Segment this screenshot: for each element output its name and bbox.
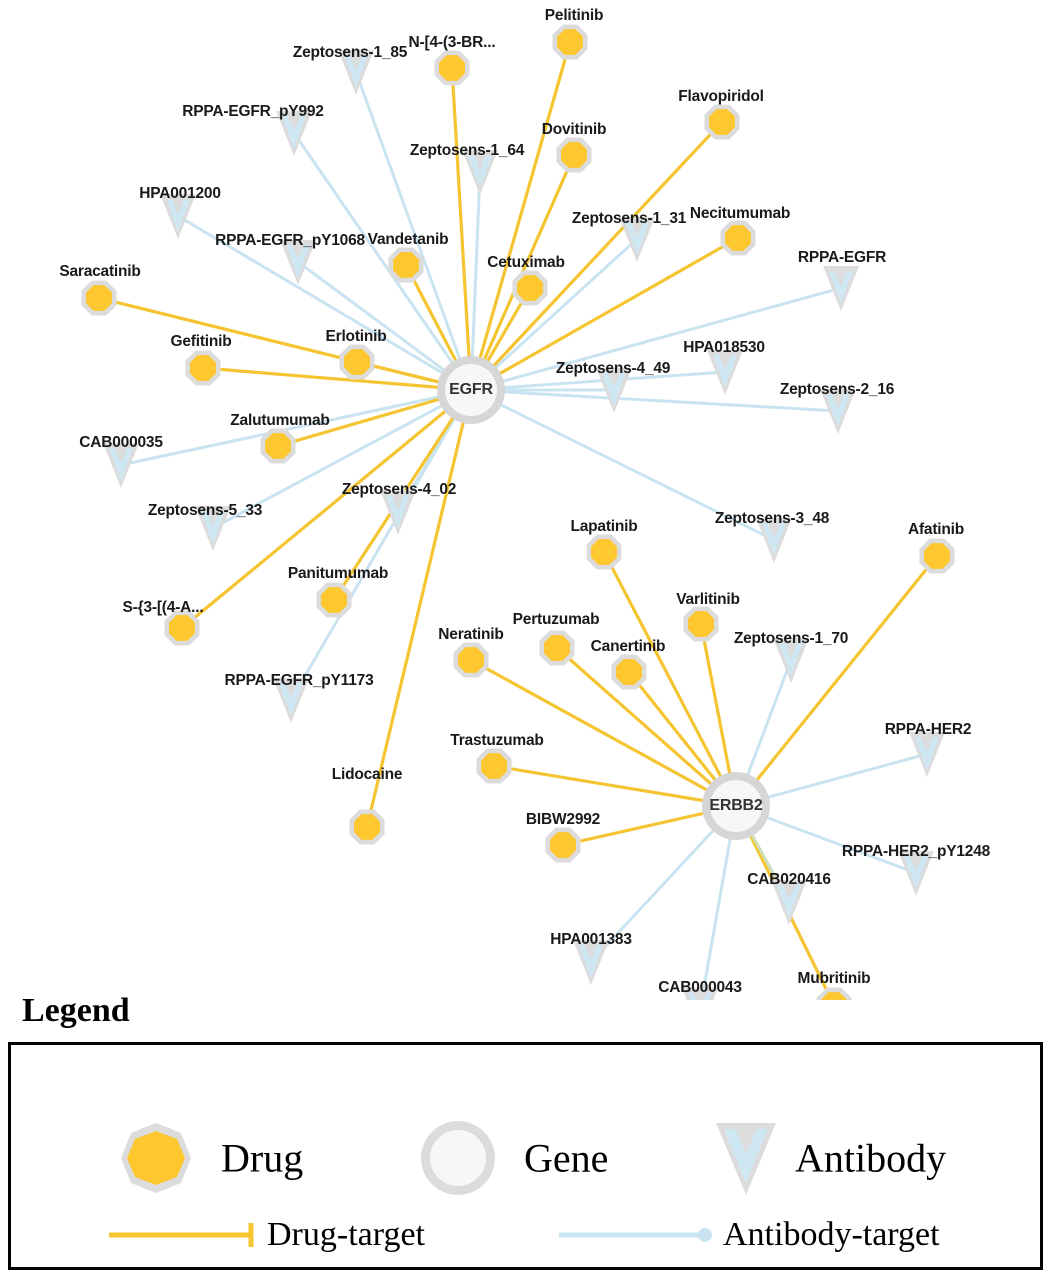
drug-node[interactable] (512, 270, 547, 305)
drug-label: Lidocaine (331, 766, 403, 783)
antibody-label: Zeptosens-4_49 (555, 360, 671, 377)
drug-node[interactable] (552, 24, 587, 59)
drug-label: N-[4-(3-BR... (408, 34, 496, 51)
antibody-node[interactable] (823, 266, 859, 311)
antibody-label: Zeptosens-3_48 (714, 510, 830, 527)
drug-node[interactable] (720, 220, 755, 255)
drug-label: Varlitinib (676, 591, 740, 608)
drug-label: Flavopiridol (678, 88, 764, 105)
legend-drug-icon (121, 1123, 191, 1193)
antibody-label: RPPA-HER2_pY1248 (841, 843, 991, 860)
drug-label: Necitumumab (689, 205, 791, 222)
antibody-label: Zeptosens-1_64 (409, 142, 525, 159)
drug-node[interactable] (586, 534, 621, 569)
legend-antibody-icon (716, 1123, 776, 1195)
antibody-label: Zeptosens-1_70 (733, 630, 849, 647)
drug-label: S-{3-[(4-A... (122, 599, 204, 616)
drug-node[interactable] (611, 654, 646, 689)
antibody-label: RPPA-EGFR_pY992 (182, 103, 324, 120)
antibody-label: HPA001383 (550, 931, 632, 948)
drug-label: Afatinib (907, 521, 965, 538)
legend-box (8, 1042, 1043, 1270)
gene-label: ERBB2 (709, 797, 763, 814)
drug-node[interactable] (434, 50, 469, 85)
antibody-label: CAB020416 (747, 871, 831, 888)
legend-gene-label: Gene (524, 1135, 609, 1181)
drug-target-edge (367, 390, 471, 827)
legend-gene-icon (421, 1121, 495, 1195)
drug-label: Trastuzumab (450, 732, 544, 749)
drug-node[interactable] (683, 606, 718, 641)
drug-node[interactable] (704, 104, 739, 139)
drug-node[interactable] (556, 137, 591, 172)
antibody-label: RPPA-EGFR_pY1068 (215, 232, 365, 249)
drug-node[interactable] (545, 827, 580, 862)
antibody-label: CAB000043 (658, 979, 742, 996)
drug-node[interactable] (453, 642, 488, 677)
legend-drug-target-line (109, 1223, 251, 1247)
drug-node[interactable] (316, 582, 351, 617)
drug-label: Zalutumumab (230, 412, 330, 429)
antibody-label: Zeptosens-5_33 (147, 502, 263, 519)
drug-node[interactable] (539, 630, 574, 665)
antibody-label: Zeptosens-1_85 (292, 44, 408, 61)
antibody-label: RPPA-EGFR_pY1173 (224, 672, 374, 689)
legend-drug-target-label: Drug-target (267, 1216, 425, 1253)
drug-label: Mubritinib (797, 970, 871, 987)
drug-label: Gefitinib (170, 333, 232, 350)
drug-label: Pelitinib (544, 7, 604, 24)
drug-node[interactable] (185, 350, 220, 385)
legend-title: Legend (22, 992, 130, 1029)
legend-antibody-target-line (559, 1228, 712, 1242)
drug-target-edge (733, 556, 937, 806)
antibody-label: CAB000035 (79, 434, 163, 451)
drug-label: Erlotinib (325, 328, 387, 345)
drug-node[interactable] (816, 987, 851, 1000)
gene-label: EGFR (449, 381, 493, 398)
antibody-label: HPA018530 (683, 339, 765, 356)
drug-label: Neratinib (438, 626, 504, 643)
drug-label: Vandetanib (367, 231, 449, 248)
drug-label: Dovitinib (541, 121, 607, 138)
drug-label: Lapatinib (570, 518, 638, 535)
antibody-label: Zeptosens-1_31 (571, 210, 687, 227)
drug-node[interactable] (81, 280, 116, 315)
drug-label: BIBW2992 (525, 811, 601, 828)
drug-node[interactable] (260, 428, 295, 463)
drug-node[interactable] (919, 538, 954, 573)
legend-antibody-label: Antibody (795, 1135, 947, 1181)
drug-label: Pertuzumab (512, 611, 600, 628)
drug-label: Panitumumab (287, 565, 389, 582)
antibody-label: RPPA-EGFR (797, 249, 887, 266)
legend-drug-label: Drug (221, 1135, 304, 1181)
antibody-label: Zeptosens-4_02 (341, 481, 457, 498)
antibody-label: HPA001200 (139, 185, 221, 202)
drug-node[interactable] (388, 247, 423, 282)
drug-node[interactable] (476, 748, 511, 783)
legend-antibody-target-label: Antibody-target (723, 1216, 940, 1253)
drug-label: Saracatinib (59, 263, 141, 280)
drug-label: Cetuximab (487, 254, 565, 271)
drug-label: Canertinib (590, 638, 666, 655)
antibody-label: RPPA-HER2 (884, 721, 972, 738)
drug-node[interactable] (339, 344, 374, 379)
drug-node[interactable] (349, 809, 384, 844)
antibody-label: Zeptosens-2_16 (779, 381, 895, 398)
